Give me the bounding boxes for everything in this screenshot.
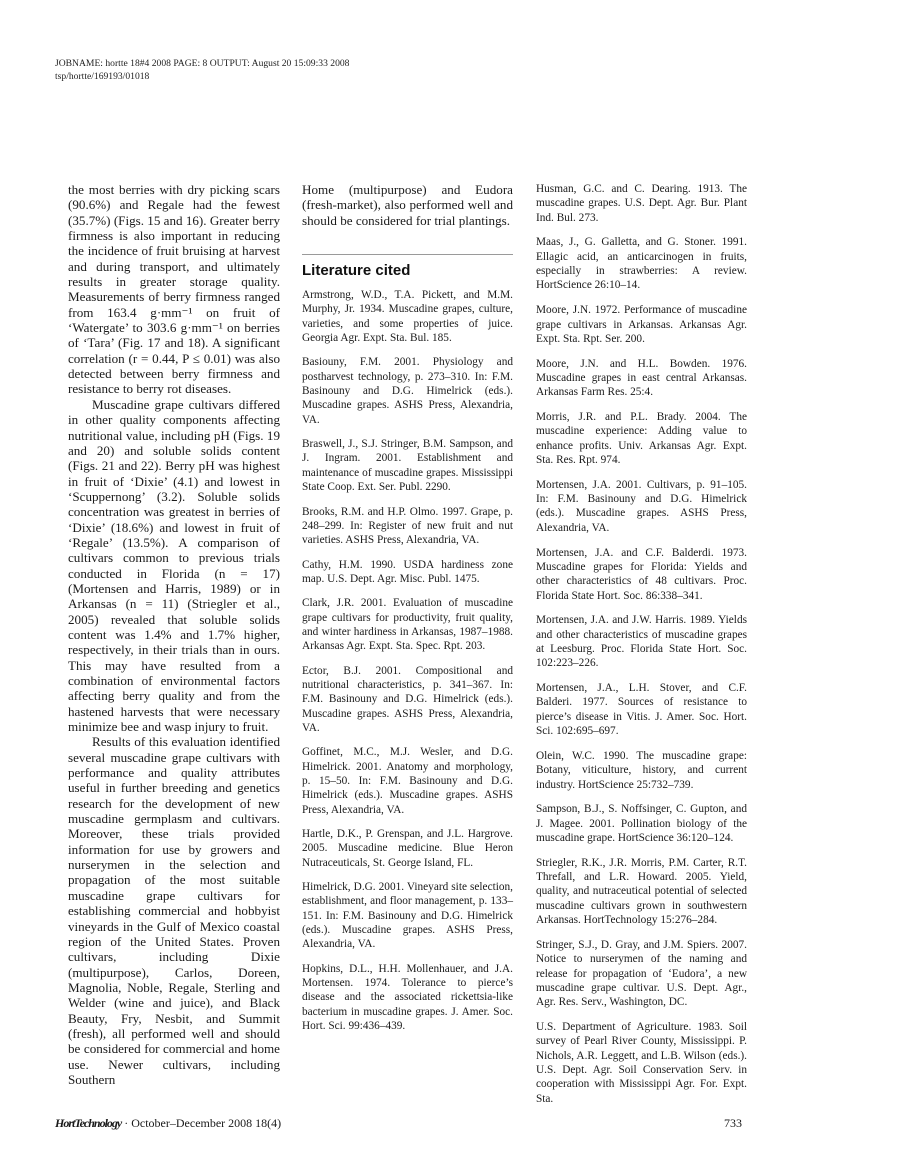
literature-cited-heading: Literature cited	[302, 262, 411, 280]
reference-entry: Mortensen, J.A., L.H. Stover, and C.F. Balderi. 1977. Sources of resistance to pierce’s disease in Vitis. J. Amer. Soc. Hort. Sci. 102:695–697.	[536, 682, 747, 738]
reference-entry: Brooks, R.M. and H.P. Olmo. 1997. Grape, p. 248–299. In: Register of new fruit and nut varieties. ASHS Press, Alexandria, VA.	[302, 505, 513, 547]
reference-entry: U.S. Department of Agriculture. 1983. Soil survey of Pearl River County, Mississippi. P. Nichols, A.R. Leggett, and L.B. Wilson (eds.). U.S. Dept. Agr. Soil Conservation Serv. in cooperation with Mississippi Agr. For. Expt. Sta.	[536, 1020, 747, 1105]
job-header-line-1: JOBNAME: hortte 18#4 2008 PAGE: 8 OUTPUT: August 20 15:09:33 2008	[55, 58, 350, 69]
reference-entry: Mortensen, J.A. and C.F. Balderdi. 1973. Muscadine grapes for Florida: Yields and other characteristics of 48 cultivars. Proc. Florida State Hort. Soc. 86:338–341.	[536, 546, 747, 602]
body-column-1	[68, 182, 280, 1087]
reference-entry: Hopkins, D.L., H.H. Mollenhauer, and J.A. Mortensen. 1974. Tolerance to pierce’s disease and the associated rickettsia-like bacterium in muscadine grapes. J. Amer. Soc. Hort. Sci. 99:436–439.	[302, 962, 513, 1033]
reference-entry: Husman, G.C. and C. Dearing. 1913. The muscadine grapes. U.S. Dept. Agr. Bur. Plant Ind. Bul. 273.	[536, 183, 747, 224]
reference-entry: Cathy, H.M. 1990. USDA hardiness zone map. U.S. Dept. Agr. Misc. Publ. 1475.	[302, 558, 513, 585]
reference-entry: Clark, J.R. 2001. Evaluation of muscadine grape cultivars for productivity, fruit quality, and winter hardiness in Arkansas, 1987–1988. Arkansas Agr. Expt. Sta. Spec. Rpt. 203.	[302, 597, 513, 653]
body-column-2	[302, 182, 513, 1044]
reference-entry: Sampson, B.J., S. Noffsinger, C. Gupton, and J. Magee. 2001. Pollination biology of the muscadine grape. HortScience 36:120–124.	[536, 803, 747, 844]
page-footer	[55, 1116, 281, 1131]
body-paragraph: the most berries with dry picking scars (90.6%) and Regale had the fewest (35.7%) (Figs. 15 and 16). Greater berry firmness is also important in reducing the incidence of fruit bruising at harvest and during transport, and ultimately results in greater storage quality. Measurements of berry firmness ranged from 163.4 g·mm⁻¹ on fruit of ‘Watergate’ to 303.6 g·mm⁻¹ on berries of ‘Tara’ (Fig. 17 and 18). A significant correlation (r = 0.44, P ≤ 0.01) was also detected between berry firmness and resistance to berry rot diseases.	[68, 182, 280, 397]
reference-entry: Himelrick, D.G. 2001. Vineyard site selection, establishment, and floor management, p. 133–151. In: F.M. Basinouny and D.G. Himelrick (eds.). Muscadine grapes. ASHS Press, Alexandria, VA.	[302, 881, 513, 951]
body-column-3	[536, 182, 747, 1116]
reference-entry: Moore, J.N. 1972. Performance of muscadine grape cultivars in Arkansas. Arkansas Agr. Expt. Sta. Rpt. Ser. 200.	[536, 304, 747, 345]
reference-entry: Hartle, D.K., P. Grenspan, and J.L. Hargrove. 2005. Muscadine medicine. Blue Heron Nutraceuticals, St. George Island, FL.	[302, 828, 513, 869]
reference-entry: Braswell, J., S.J. Stringer, B.M. Sampson, and J. Ingram. 2001. Establishment and maintenance of muscadine grapes. Mississippi State Coop. Ext. Ser. Publ. 2290.	[302, 438, 513, 494]
page-number: 733	[724, 1116, 742, 1130]
reference-entry: Stringer, S.J., D. Gray, and J.M. Spiers. 2007. Notice to nurserymen of the naming and release for propagation of ‘Eudora’, a new muscadine grape cultivar. U.S. Dept. Agr., Agr. Res. Serv., Washington, DC.	[536, 938, 747, 1009]
reference-entry: Goffinet, M.C., M.J. Wesler, and D.G. Himelrick. 2001. Anatomy and morphology, p. 15–50. In: F.M. Basinouny and D.G. Himelrick (eds.). Muscadine grapes. ASHS Press, Alexandria, VA.	[302, 746, 513, 816]
issue-info: · October–December 2008 18(4)	[121, 1116, 282, 1130]
reference-entry: Maas, J., G. Galletta, and G. Stoner. 1991. Ellagic acid, an anticarcinogen in fruits, especially in strawberries: A review. HortScience 26:10–14.	[536, 236, 747, 292]
reference-entry: Striegler, R.K., J.R. Morris, P.M. Carter, R.T. Threfall, and L.R. Howard. 2005. Yield, quality, and nutraceutical potential of selected muscadine cultivars grown in southwestern Arkansas. HortTechnology 15:276–284.	[536, 856, 747, 927]
reference-entry: Basiouny, F.M. 2001. Physiology and postharvest technology, p. 273–310. In: F.M. Basinouny and D.G. Himelrick (eds.). Muscadine grapes. ASHS Press, Alexandria, VA.	[302, 356, 513, 426]
body-paragraph: Home (multipurpose) and Eudora (fresh-market), also performed well and should be considered for trial plantings.	[302, 182, 513, 228]
job-header-line-2: tsp/hortte/169193/01018	[55, 71, 150, 82]
reference-entry: Mortensen, J.A. and J.W. Harris. 1989. Yields and other characteristics of muscadine grapes at Leesburg. Proc. Florida State Hort. Soc. 102:223–226.	[536, 614, 747, 670]
body-paragraph: Muscadine grape cultivars differed in other quality components affecting nutritional value, including pH (Figs. 19 and 20) and soluble solids content (Figs. 21 and 22). Berry pH was highest in fruit of ‘Dixie’ (4.1) and lowest in ‘Scuppernong’ (3.2). Soluble solids concentration was greatest in berries of ‘Dixie’ (18.6%) and lowest in fruit of ‘Regale’ (13.5%). A comparison of cultivars common to previous trials conducted in Florida (n = 17) (Mortensen and Harris, 1989) or in Arkansas (n = 11) (Striegler et al., 2005) revealed that soluble solids content was 1.4% and 1.7% higher, respectively, in their trials than in ours. This may have resulted from a combination of environmental factors affecting berry quality and from the hastened harvests that were necessary minimize bee and wasp injury to fruit.	[68, 396, 280, 735]
reference-entry: Ector, B.J. 2001. Compositional and nutritional characteristics, p. 341–367. In: F.M. Basinouny and D.G. Himelrick (eds.). Muscadine grapes. ASHS Press, Alexandria, VA.	[302, 664, 513, 734]
reference-entry: Mortensen, J.A. 2001. Cultivars, p. 91–105. In: F.M. Basinouny and D.G. Himelrick (eds.). Muscadine grapes. ASHS Press, Alexandria, VA.	[536, 478, 747, 534]
section-divider	[302, 254, 513, 255]
reference-entry: Armstrong, W.D., T.A. Pickett, and M.M. Murphy, Jr. 1934. Muscadine grapes, culture, varieties, and some properties of juice. Georgia Agr. Expt. Sta. Bul. 185.	[302, 289, 513, 345]
journal-name: HortTechnology	[55, 1116, 122, 1130]
body-paragraph: Results of this evaluation identified several muscadine grape cultivars with performance and quality attributes useful in further breeding and genetics research for the development of new muscadine germplasm and cultivars. Moreover, these trials provided information for use by growers and nurserymen in the selection and propagation of the most suitable muscadine grape cultivars for establishing commercial and hobbyist vineyards in the Gulf of Mexico coastal region of the United States. Proven cultivars, including Dixie (multipurpose), Carlos, Doreen, Magnolia, Noble, Regale, Sterling and Welder (wine and juice), and Black Beauty, Fry, Nesbit, and Summit (fresh), all performed well and should be considered for commercial and home use. Newer cultivars, including Southern	[68, 734, 280, 1087]
reference-entry: Olein, W.C. 1990. The muscadine grape: Botany, viticulture, history, and current industry. HortScience 25:732–739.	[536, 749, 747, 791]
job-header	[55, 57, 655, 83]
reference-entry: Moore, J.N. and H.L. Bowden. 1976. Muscadine grapes in east central Arkansas. Arkansas Farm Res. 25:4.	[536, 357, 747, 399]
reference-entry: Morris, J.R. and P.L. Brady. 2004. The muscadine experience: Adding value to enhance profits. Univ. Arkansas Agr. Expt. Sta. Res. Rpt. 974.	[536, 411, 747, 467]
